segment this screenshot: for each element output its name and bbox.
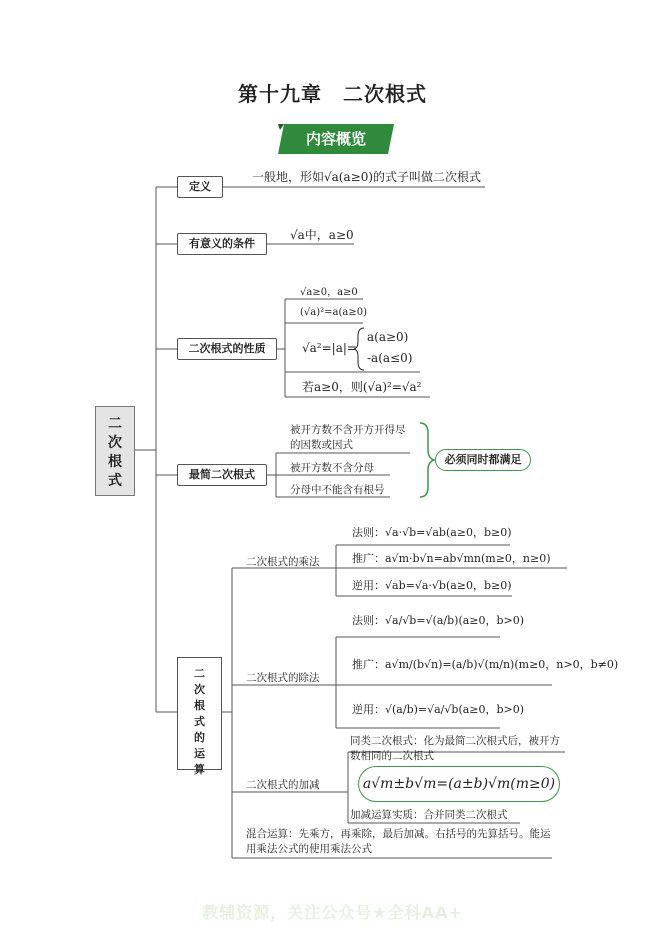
multiply-label: 二次根式的乘法 bbox=[246, 556, 320, 568]
mixed-rule: 混合运算：先乘方，再乘除，最后加减。右括号的先算括号。能运用乘法公式的使用乘法公式 bbox=[246, 828, 551, 855]
watermark: 教辅资源，关注公众号★全科AA+ bbox=[202, 903, 463, 922]
property-2: (√a)²=a(a≥0) bbox=[300, 307, 367, 318]
divide-label: 二次根式的除法 bbox=[246, 672, 320, 684]
add-note: 同类二次根式：化为最简二次根式后，被开方数相同的二次根式 bbox=[350, 735, 560, 762]
multiply-inverse: 逆用：√ab=√a·√b(a≥0，b≥0) bbox=[352, 579, 512, 592]
simplest-item-2: 被开方数不含分母 bbox=[290, 462, 374, 474]
property-1: √a≥0，a≥0 bbox=[300, 287, 358, 298]
property-3: √a²=|a|= bbox=[302, 341, 357, 355]
operations-label: 二次根式的运算 bbox=[194, 667, 205, 776]
divide-inverse: 逆用：√(a/b)=√a/√b(a≥0，b>0) bbox=[352, 703, 525, 716]
divide-extend: 推广：a√m/(b√n)=(a/b)√(m/n)(m≥0，n>0，b≠0) bbox=[352, 658, 619, 671]
add-formula: a√m±b√m=(a±b)√m(m≥0) bbox=[358, 766, 560, 802]
add-label: 二次根式的加减 bbox=[246, 779, 320, 791]
property-4: 若a≥0，则(√a)²=√a² bbox=[302, 380, 422, 394]
page-title: 第十九章 二次根式 bbox=[238, 82, 427, 106]
simplest-node: 最简二次根式 bbox=[177, 464, 267, 486]
simplest-item-3: 分母中不能含有根号 bbox=[290, 484, 385, 496]
definition-node: 定义 bbox=[177, 176, 223, 198]
divide-rule: 法则：√a/√b=√(a/b)(a≥0，b>0) bbox=[352, 614, 525, 627]
root-node bbox=[95, 406, 135, 496]
multiply-rule: 法则：√a·√b=√ab(a≥0，b≥0) bbox=[352, 526, 512, 539]
root-label: 二次根式 bbox=[108, 416, 122, 489]
definition-text: 一般地，形如√a(a≥0)的式子叫做二次根式 bbox=[252, 170, 482, 184]
condition-pill: 必须同时都满足 bbox=[435, 449, 531, 471]
meaningful-node: 有意义的条件 bbox=[177, 233, 267, 255]
property-case-1: a(a≥0) bbox=[367, 330, 409, 344]
simplest-item-1: 被开方数不含开方开得尽的因数或因式 bbox=[290, 424, 406, 451]
meaningful-text: √a中，a≥0 bbox=[290, 228, 354, 242]
operations-node bbox=[177, 657, 222, 776]
property-case-2: -a(a≤0) bbox=[367, 351, 413, 365]
properties-node: 二次根式的性质 bbox=[177, 338, 277, 360]
add-essence: 加减运算实质：合并同类二次根式 bbox=[350, 809, 508, 821]
banner-label: 内容概览 bbox=[305, 130, 366, 148]
multiply-extend: 推广：a√m·b√n=ab√mn(m≥0，n≥0) bbox=[352, 552, 551, 565]
